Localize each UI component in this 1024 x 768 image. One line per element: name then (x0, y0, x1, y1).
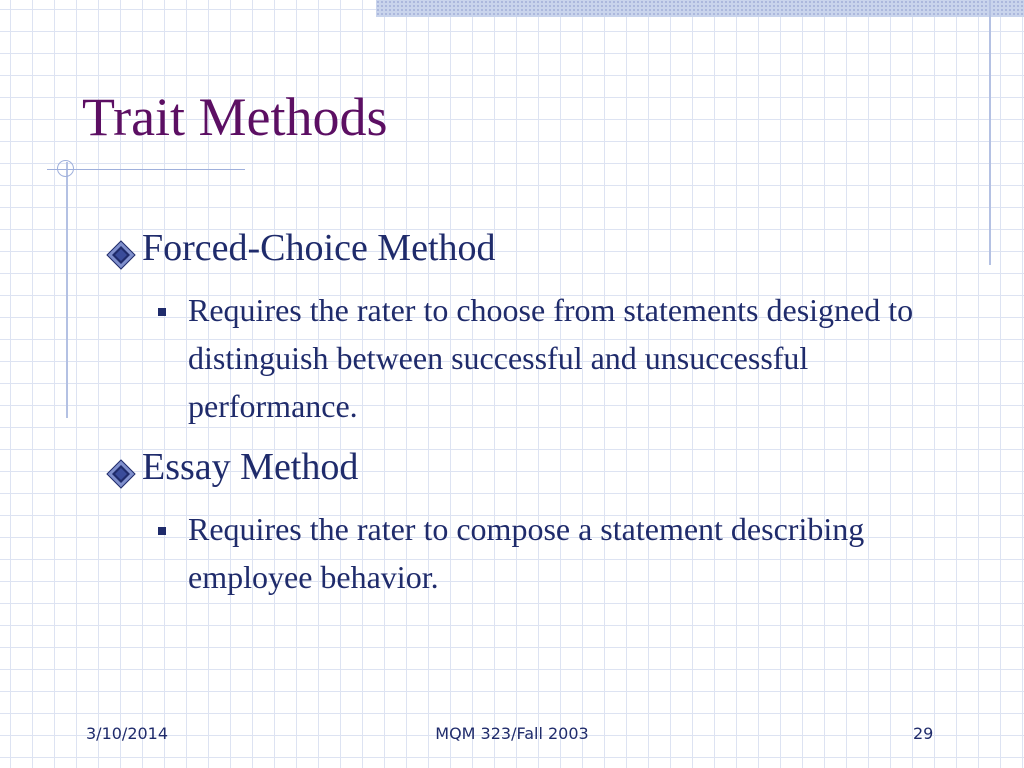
footer-course: MQM 323/Fall 2003 (435, 724, 589, 743)
footer-page-number: 29 (913, 724, 934, 743)
title-underline-rule (47, 169, 245, 170)
square-bullet-icon (158, 308, 166, 316)
top-decorative-band (376, 0, 1024, 17)
diamond-bullet-icon (106, 236, 136, 280)
bullet-label: Essay Method (142, 446, 359, 488)
diamond-bullet-icon (106, 455, 136, 499)
right-decorative-rule (989, 0, 991, 265)
sub-bullet-text: Requires the rater to choose from statements designed to distinguish between successful and unsuccessful performance. (188, 292, 914, 424)
sub-bullet-forced-choice (158, 286, 948, 430)
bullet-essay (106, 445, 966, 499)
left-decorative-rule (66, 162, 68, 418)
footer-date: 3/10/2014 (86, 724, 169, 743)
title-circle-ornament (57, 160, 74, 177)
bullet-forced-choice (106, 226, 966, 280)
slide-title: Trait Methods (82, 87, 388, 147)
sub-bullet-essay (158, 505, 948, 601)
square-bullet-icon (158, 527, 166, 535)
bullet-label: Forced-Choice Method (142, 227, 496, 269)
sub-bullet-text: Requires the rater to compose a statement describing employee behavior. (188, 511, 865, 595)
